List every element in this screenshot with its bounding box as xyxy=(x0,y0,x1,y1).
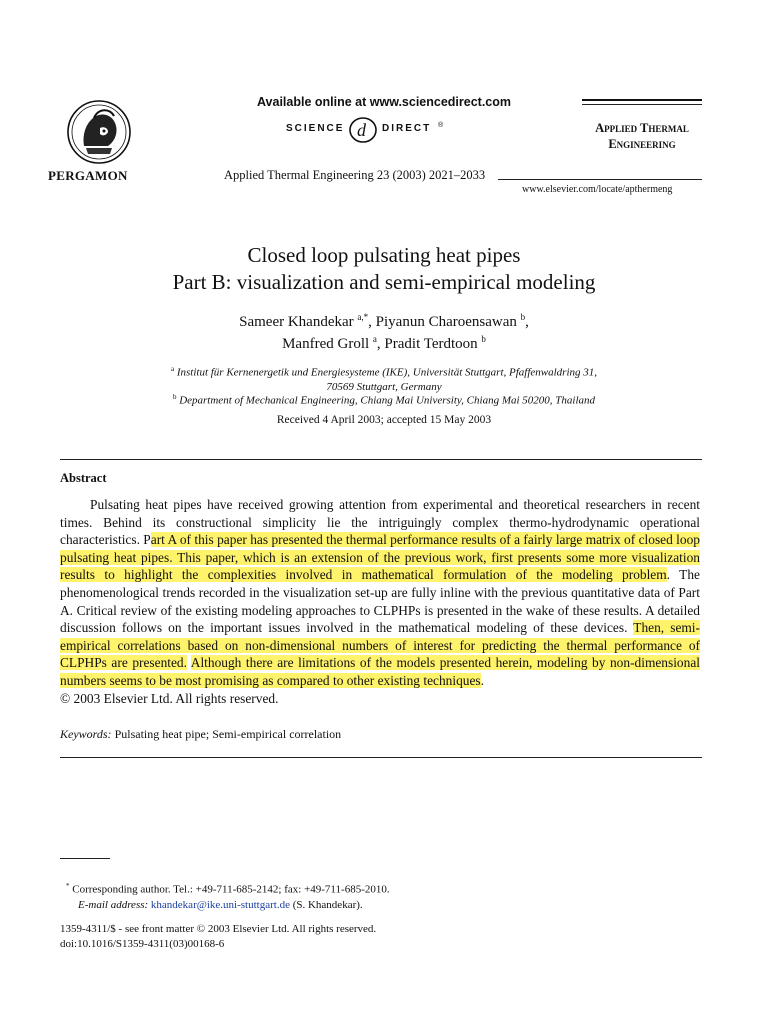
author-name[interactable]: Sameer Khandekar xyxy=(239,314,358,330)
affiliation-mark: b xyxy=(172,393,177,401)
authors-line2 xyxy=(0,334,768,353)
registered-icon: ® xyxy=(438,122,444,129)
publisher-name: PERGAMON xyxy=(48,168,128,183)
journal-url[interactable]: www.elsevier.com/locate/apthermeng xyxy=(522,184,673,195)
authors-separator: , xyxy=(525,314,529,330)
abstract-text-2: . The phenomenological trends recorded in the visualization set-up are fully inline with the previous quantitative data of Part A. Critical review of the existing modeling approaches to CLPHPs is presented in the wake of these results. A detailed discussion follows on the important issues involved in the mathematical modeling of these devices. xyxy=(60,567,700,636)
affiliation-b-text: Department of Mechanical Engineering, Chiang Mai University, Chiang Mai 50200, Thailand xyxy=(179,394,596,407)
journal-name-line2: Engineering xyxy=(608,137,676,151)
abstract-bottom-rule xyxy=(60,757,702,758)
journal-name-line1: Applied Thermal xyxy=(595,121,689,135)
front-matter xyxy=(60,922,376,952)
author-name[interactable]: , Pradit Terdtoon xyxy=(376,336,482,352)
sciencedirect-right: DIRECT xyxy=(382,123,432,134)
footnote-corresponding xyxy=(66,879,390,898)
author-affil-mark: a xyxy=(372,334,377,344)
footnote-mark: * xyxy=(66,882,70,890)
email-label: E-mail address: xyxy=(78,898,149,911)
highlight-2: Then, semi-empirical correlations based on non-dimensional numbers of interest for predicting the thermal performance of CLPHPs are presented. xyxy=(60,620,700,671)
abstract-paragraph xyxy=(60,496,700,690)
author-affil-mark: a,* xyxy=(357,312,369,322)
paper-title-line1: Closed loop pulsating heat pipes xyxy=(247,243,521,267)
svg-text:d: d xyxy=(357,120,366,140)
abstract-text-1: Pulsating heat pipes have received growing attention from experimental and theoretical researchers in recent times. Behind its constructional simplicity lie the intriguingly complex thermo-hydrodynamic operational characteristics. P xyxy=(60,497,700,548)
author-name[interactable]: Manfred Groll xyxy=(282,336,373,352)
email-suffix: (S. Khandekar). xyxy=(289,898,363,911)
highlight-3: Although there are limitations of the models presented herein, modeling by non-dimensional numbers seems to be most promising as compared to other existing techniques xyxy=(60,655,700,688)
doi-line[interactable]: doi:10.1016/S1359-4311(03)00168-6 xyxy=(60,938,225,950)
footnote xyxy=(66,879,390,913)
journal-top-rule-thin xyxy=(582,104,702,105)
keywords xyxy=(60,727,341,742)
footnote-email xyxy=(66,898,390,913)
affiliation-b xyxy=(0,393,768,407)
sciencedirect-logo xyxy=(286,118,486,144)
received-dates: Received 4 April 2003; accepted 15 May 2003 xyxy=(276,414,492,426)
affiliation-a-line1: Institut für Kernenergetik und Energiesysteme (IKE), Universität Stuttgart, Pfaffenwaldring 31, xyxy=(176,366,598,379)
journal-top-rule xyxy=(582,99,702,101)
sciencedirect-at-icon xyxy=(348,116,378,144)
footnote-rule xyxy=(60,858,110,859)
authors-line1 xyxy=(0,312,768,331)
keywords-label: Keywords: xyxy=(60,727,112,741)
abstract-text-4: . xyxy=(480,672,484,688)
highlight-1: art A of this paper has presented the thermal performance results of a fairly large matrix of closed loop pulsating heat pipes. This paper, which is an extension of the previous work, first presents some more visualization results to highlight the complexities involved in mathematical formulation of the modeling problem xyxy=(60,532,700,583)
available-online: Available online at www.sciencedirect.com xyxy=(256,95,512,109)
abstract-heading: Abstract xyxy=(60,471,107,485)
sciencedirect-left: SCIENCE xyxy=(286,123,345,134)
issn-line: 1359-4311/$ - see front matter © 2003 Elsevier Ltd. All rights reserved. xyxy=(60,923,377,935)
journal-citation: Applied Thermal Engineering 23 (2003) 2021–2033 xyxy=(224,168,486,182)
author-name[interactable]: , Piyanun Charoensawan xyxy=(368,314,521,330)
paper-title-line2: Part B: visualization and semi-empirical modeling xyxy=(172,270,596,294)
journal-name xyxy=(574,120,710,152)
author-affil-mark: b xyxy=(481,334,486,344)
abstract-top-rule xyxy=(60,459,702,460)
footnote-corresponding-text: Corresponding author. Tel.: +49-711-685-2142; fax: +49-711-685-2010. xyxy=(69,883,390,896)
affiliation-a xyxy=(0,362,768,394)
journal-bottom-rule xyxy=(498,179,702,180)
abstract-body xyxy=(60,496,700,707)
email-link[interactable]: khandekar@ike.uni-stuttgart.de xyxy=(150,898,290,911)
keywords-value: Pulsating heat pipe; Semi-empirical correlation xyxy=(111,727,342,741)
affiliation-a-line2: 70569 Stuttgart, Germany xyxy=(326,380,442,393)
affiliation-mark: a xyxy=(170,365,175,373)
author-affil-mark: b xyxy=(520,312,526,322)
abstract-copyright: © 2003 Elsevier Ltd. All rights reserved. xyxy=(60,690,279,706)
